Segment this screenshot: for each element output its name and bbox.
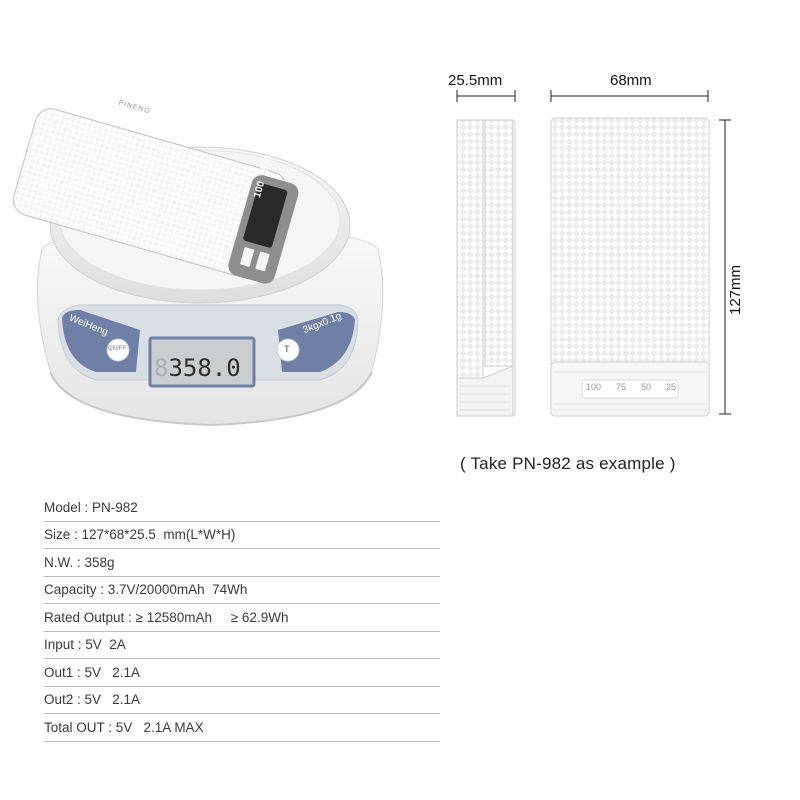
spec-rated-output: Rated Output : ≥ 12580mAh ≥ 62.9Wh	[44, 609, 289, 625]
spec-weight: N.W. : 358g	[44, 554, 115, 570]
spec-row-out2	[44, 687, 440, 715]
front-view	[551, 118, 709, 416]
scale-power-label: ON/FF	[108, 346, 126, 352]
spec-out1: Out1 : 5V 2.1A	[44, 664, 141, 680]
dimension-drawing	[440, 85, 780, 425]
spec-row-capacity	[44, 577, 440, 605]
length-label: 127mm	[727, 264, 744, 315]
spec-row-size	[44, 522, 440, 550]
side-view	[457, 120, 515, 416]
spec-model: Model : PN-982	[44, 499, 138, 515]
spec-row-weight	[44, 549, 440, 577]
spec-row-model	[44, 494, 440, 522]
spec-row-input	[44, 632, 440, 660]
scale-capacity: 3kgx0.1g	[301, 310, 344, 337]
front-indicator-25: 25	[665, 382, 676, 392]
scale-tare-label: T	[284, 344, 290, 354]
example-caption: ( Take PN-982 as example )	[460, 454, 676, 473]
front-indicator-50: 50	[640, 382, 651, 392]
spec-out2: Out2 : 5V 2.1A	[44, 692, 141, 708]
indicator-50: 50	[262, 148, 277, 163]
spec-input: Input : 5V 2A	[44, 637, 126, 653]
spec-size: Size : 127*68*25.5 mm(L*W*H)	[44, 527, 236, 543]
width-label: 68mm	[610, 72, 652, 89]
front-indicator-100: 100	[586, 382, 602, 392]
indicator-75: 75	[257, 164, 272, 179]
powerbank-brand: PINENG	[117, 99, 152, 116]
spec-capacity: Capacity : 3.7V/20000mAh 74Wh	[44, 582, 248, 598]
scale-reading-ghost: 8	[154, 354, 169, 382]
spec-row-rated-output	[44, 604, 440, 632]
spec-table	[44, 494, 440, 742]
spec-row-out1	[44, 659, 440, 687]
spec-total-out: Total OUT : 5V 2.1A MAX	[44, 719, 204, 735]
scale-reading	[154, 354, 250, 382]
front-indicators	[586, 382, 676, 392]
scale-brand: WeiHeng	[67, 312, 110, 339]
thickness-label: 25.5mm	[448, 72, 503, 89]
scale-reading-value: 358.0	[168, 354, 241, 382]
spec-row-total-out	[44, 714, 440, 742]
indicator-25: 25	[266, 133, 281, 148]
indicator-100: 100	[252, 179, 268, 200]
front-indicator-75: 75	[616, 382, 627, 392]
product-scale-illustration	[0, 60, 420, 450]
